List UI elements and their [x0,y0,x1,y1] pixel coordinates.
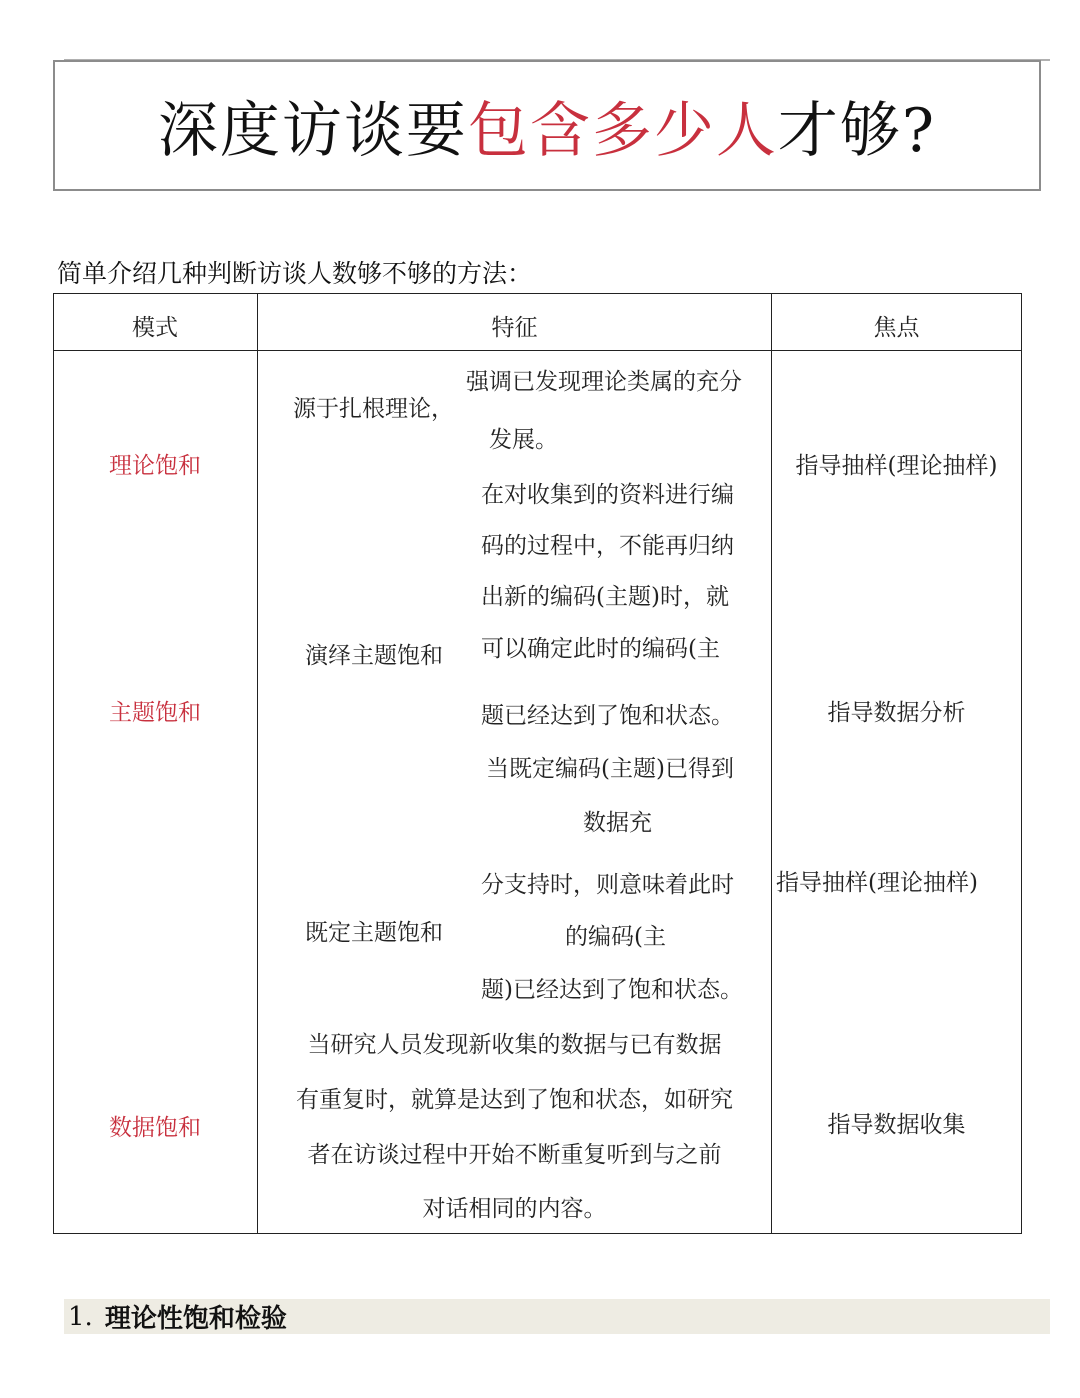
data-line-3: 者在访谈过程中开始不断重复听到与之前 [307,1142,722,1168]
deductive-line-1: 在对收集到的资料进行编 [481,482,734,508]
deductive-line-3: 出新的编码(主题)时，就 [481,584,729,610]
header-feature: 特征 [491,315,538,341]
title-box [53,60,1041,191]
section-heading-bar [64,1299,1050,1334]
focus-sampling: 指导抽样(理论抽样) [776,870,978,896]
deductive-line-4: 可以确定此时的编码(主 [481,636,720,662]
theory-feature-right-1: 强调已发现理论类属的充分 [466,369,742,395]
theory-feature-left: 源于扎根理论， [293,396,454,422]
deductive-line-2: 码的过程中，不能再归纳 [481,533,734,559]
established-line-2: 数据充 [583,810,652,836]
data-line-4: 对话相同的内容。 [422,1196,607,1222]
intro-text: 简单介绍几种判断访谈人数够不够的方法： [57,259,533,288]
established-label: 既定主题饱和 [305,920,443,946]
column-divider-2 [771,293,772,1234]
data-line-1: 当研究人员发现新收集的数据与已有数据 [307,1032,722,1058]
deductive-label: 演绎主题饱和 [305,643,443,669]
table-border-right [1021,293,1022,1234]
mode-theme: 主题饱和 [109,700,201,726]
established-line-4: 的编码(主 [565,924,666,950]
section-title: 理论性饱和检验 [104,1304,287,1334]
established-line-1: 当既定编码(主题)已得到 [486,756,734,782]
table-border-top [53,293,1022,294]
deductive-line-5: 题已经达到了饱和状态。 [481,703,734,729]
title-part-1: 深度访谈要 [157,95,468,166]
header-divider [53,350,1022,351]
focus-analysis: 指导数据分析 [827,700,966,726]
section-number: 1. [68,1301,93,1332]
header-focus: 焦点 [873,315,920,341]
title-part-2: 才够? [777,95,937,166]
mode-data: 数据饱和 [109,1115,201,1141]
title-highlight: 包含多少人 [467,95,778,166]
established-line-5: 题)已经达到了饱和状态。 [481,977,743,1003]
saturation-table [53,293,1022,1234]
table-border-left [53,293,54,1234]
table-border-bottom [53,1233,1022,1234]
page-title [158,83,936,169]
mode-theory: 理论饱和 [109,453,201,479]
focus-data: 指导数据收集 [827,1112,966,1138]
data-line-2: 有重复时，就算是达到了饱和状态，如研究 [296,1087,733,1113]
header-mode: 模式 [132,315,178,341]
established-line-3: 分支持时，则意味着此时 [481,872,734,898]
focus-theory: 指导抽样(理论抽样) [795,453,998,479]
theory-feature-right-2: 发展。 [489,427,558,453]
